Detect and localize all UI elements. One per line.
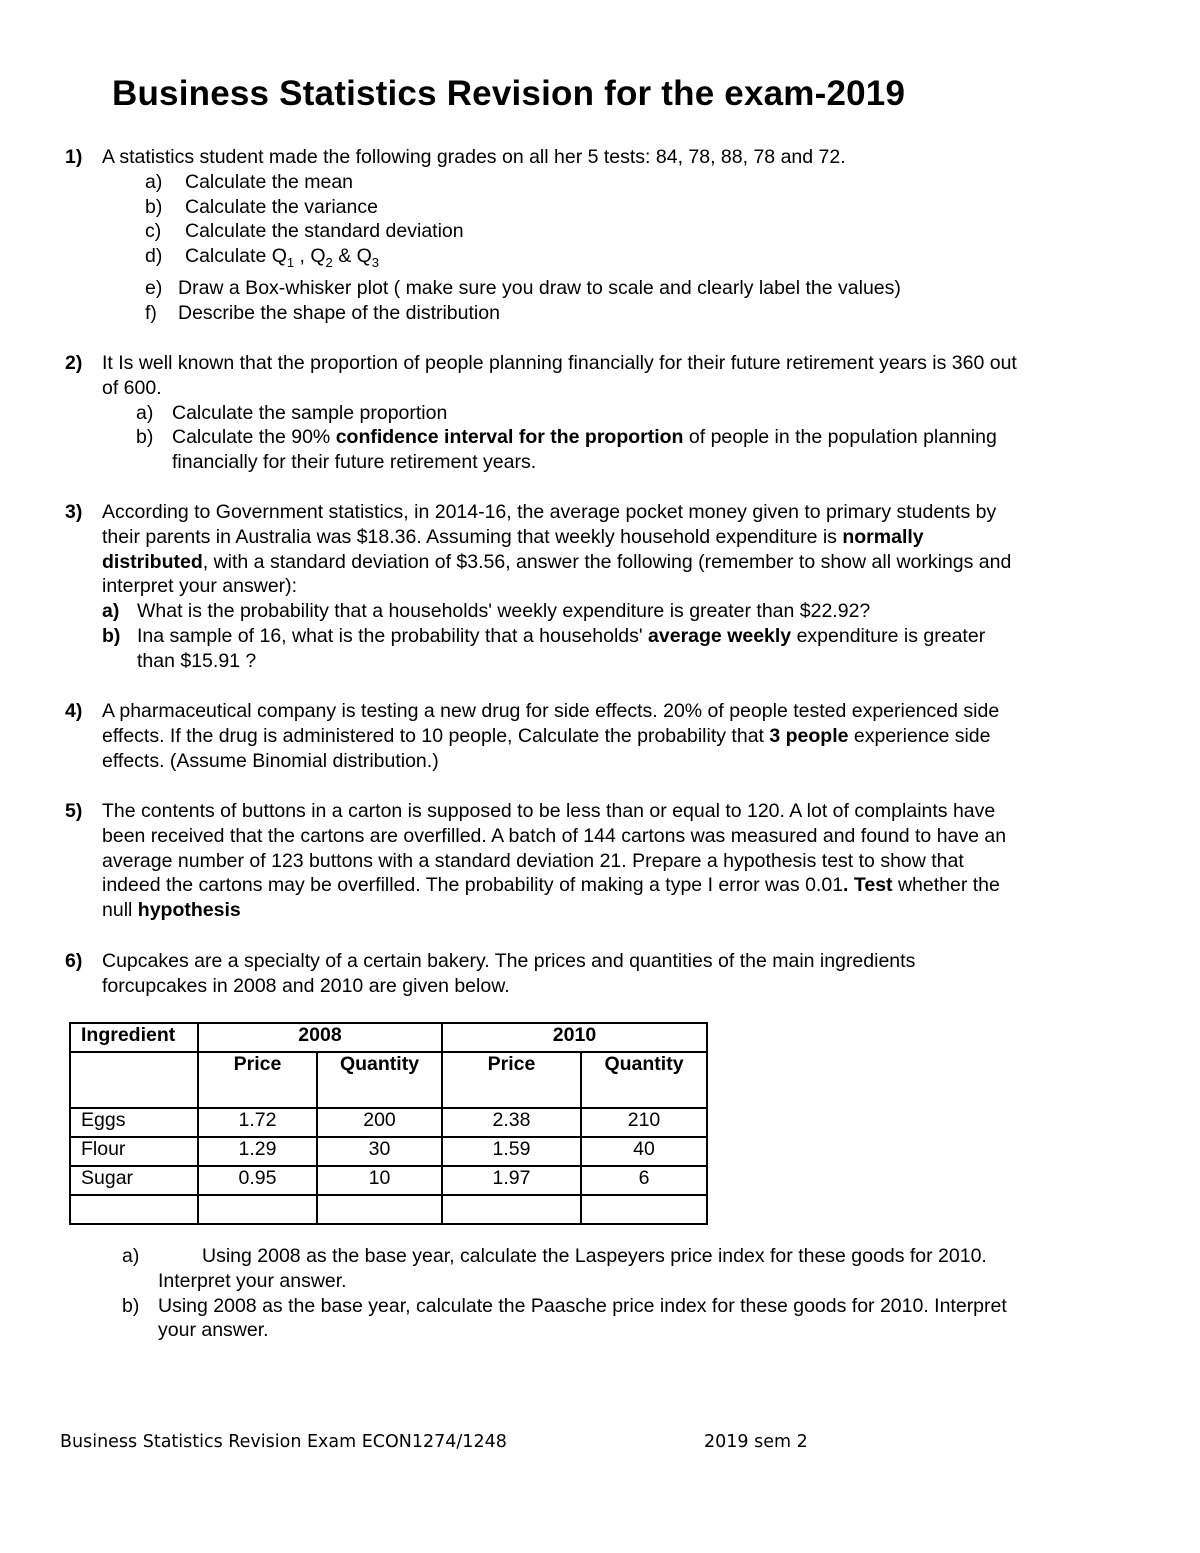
- table-row: [70, 1137, 707, 1166]
- price-2010: 1.59: [442, 1137, 581, 1166]
- quantity-2008: 10: [317, 1166, 442, 1195]
- footer-right: 2019 sem 2: [704, 1432, 808, 1452]
- price-2008: 0.95: [198, 1166, 317, 1195]
- sub-item-b: b) Using 2008 as the base year, calculate the Paasche price index for these goods for 2010. Interpret your answer.: [122, 1294, 1007, 1342]
- question-number: 5): [65, 800, 83, 822]
- price-2010: 1.97: [442, 1166, 581, 1195]
- header-price: Price: [442, 1052, 581, 1108]
- quantity-2010: 40: [581, 1137, 707, 1166]
- table-row: [70, 1166, 707, 1195]
- question-number: 4): [65, 700, 83, 722]
- sub-item-f: f) Describe the shape of the distribution: [145, 301, 500, 324]
- header-ingredient: Ingredient: [70, 1023, 198, 1052]
- ingredients-table: [69, 1022, 708, 1225]
- question-number: 2): [65, 352, 83, 374]
- question-number: 6): [65, 950, 83, 972]
- question-text: Cupcakes are a specialty of a certain bakery. The prices and quantities of the main ingredients forcupcakes in 2008 and 2010 are given below.: [102, 950, 916, 997]
- sub-item-c: c) Calculate the standard deviation: [145, 220, 464, 243]
- header-2010: 2010: [442, 1023, 707, 1052]
- header-quantity: Quantity: [581, 1052, 707, 1108]
- table-row-empty: [70, 1195, 707, 1224]
- sub-item-b: b) Calculate the 90% confidence interval for the proportion of people in the population planning financially for their future retirement years.: [136, 426, 997, 474]
- header-2008: 2008: [198, 1023, 442, 1052]
- question-text: A pharmaceutical company is testing a new drug for side effects. 20% of people tested experienced side effects. If the drug is administered to 10 people, Calculate the probability that 3 people experience side effects. (Assume Binomial distribution.): [102, 700, 1000, 772]
- table-header-row: [70, 1023, 707, 1052]
- question-number: 1): [65, 146, 83, 168]
- ingredient-name: Eggs: [70, 1108, 198, 1137]
- quantity-2010: 210: [581, 1108, 707, 1137]
- header-price: Price: [198, 1052, 317, 1108]
- ingredient-name: Flour: [70, 1137, 198, 1166]
- table-row: [70, 1108, 707, 1137]
- question-text: The contents of buttons in a carton is supposed to be less than or equal to 120. A lot of complaints have been received that the cartons are overfilled. A batch of 144 cartons was measured and found to have an average number of 123 buttons with a standard deviation 21. Prepare a hypothesis test to show that indeed the cartons may be overfilled. The probability of making a type I error was 0.01. Test whether the null hypothesis: [102, 800, 1007, 922]
- header-quantity: Quantity: [317, 1052, 442, 1108]
- sub-item-d: d) Calculate $Q_1$ , $Q_2$ & $Q_3$: [145, 245, 380, 271]
- question-number: 3): [65, 501, 83, 523]
- sub-item-a: a) Using 2008 as the base year, calculate the Laspeyers price index for these goods for 2010. Interpret your answer.: [122, 1245, 987, 1292]
- question-text: A statistics student made the following grades on all her 5 tests: 84, 78, 88, 78 and 72.: [102, 146, 846, 168]
- price-2008: 1.29: [198, 1137, 317, 1166]
- ingredient-name: Sugar: [70, 1166, 198, 1195]
- quantity-2008: 30: [317, 1137, 442, 1166]
- price-2008: 1.72: [198, 1108, 317, 1137]
- quantity-2010: 6: [581, 1166, 707, 1195]
- sub-item-e: e) Draw a Box-whisker plot ( make sure you draw to scale and clearly label the values): [145, 276, 901, 299]
- quantity-2008: 200: [317, 1108, 442, 1137]
- empty-cell: [70, 1052, 198, 1108]
- question-text: It Is well known that the proportion of people planning financially for their future retirement years is 360 out of 600.: [102, 352, 1017, 399]
- sub-item-a: a) What is the probability that a households' weekly expenditure is greater than $22.92?: [102, 600, 871, 623]
- sub-item-b: b) Ina sample of 16, what is the probability that a households' average weekly expenditure is greater than $15.91 ?: [102, 624, 986, 672]
- sub-item-b: b) Calculate the variance: [145, 195, 378, 218]
- sub-item-a: a) Calculate the mean: [145, 170, 354, 193]
- sub-item-a: a) Calculate the sample proportion: [136, 401, 448, 424]
- table-subheader-row: [70, 1052, 707, 1108]
- price-2010: 2.38: [442, 1108, 581, 1137]
- footer-left: Business Statistics Revision Exam ECON1274/1248: [60, 1432, 507, 1452]
- question-text: According to Government statistics, in 2014-16, the average pocket money given to primary students by their parents in Australia was $18.36. Assuming that weekly household expenditure is normally distributed, with a standard deviation of $3.56, answer the following (remember to show all workings and interpret your answer):: [102, 501, 1012, 598]
- page-title: Business Statistics Revision for the exam-2019: [112, 74, 906, 113]
